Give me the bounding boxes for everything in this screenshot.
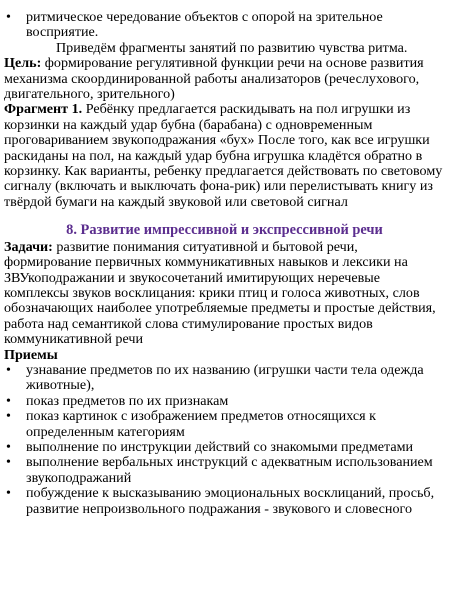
method-text: выполнение по инструкции действий со знакомыми предметами (26, 438, 414, 455)
method-item (4, 363, 445, 394)
method-text: побуждение к высказыванию эмоциональных восклицаний, просьб, развитие непроизвольного подражания - звукового и словесного (26, 485, 435, 517)
method-item (4, 455, 445, 486)
method-text: выполнение вербальных инструкций с адекватным использованием звукоподражаний (26, 454, 433, 486)
intro-bullet-item (4, 10, 445, 41)
bullet-marker: • (6, 454, 11, 471)
tasks-text: развитие понимания ситуативной и бытовой речи, формирование первичных коммуникативных навыков и лексики на ЗВУкоподражании и звукосочетаний имитирующих неречевые комплексы звуков восклицания: крики птиц и голоса животных, слов обозначающих наиболее употребляемые предметы и простые действия, (4, 238, 436, 317)
methods-label: Приемы (4, 346, 58, 363)
goal-label: Цель: (4, 55, 42, 72)
goal-text: формирование регулятивной функции речи на основе развития механизма скоординированной работы анализаторов (речеслухового, двигательного, зрительного) (4, 55, 424, 103)
method-text: показ картинок с изображением предметов относящихся к определенным категориям (26, 408, 376, 440)
bullet-marker: • (6, 438, 11, 455)
bullet-marker: • (6, 392, 11, 409)
bullet-marker: • (6, 408, 11, 425)
method-text: узнавание предметов по их названию (игрушки части тела одежда животные), (26, 361, 424, 394)
bullet-marker: • (6, 485, 11, 502)
method-item (4, 409, 445, 440)
section-heading: 8. Развитие импрессивной и экспрессивной речи (66, 222, 383, 239)
method-item (4, 440, 445, 455)
goal-paragraph (4, 56, 445, 102)
intro-bullet-text: ритмическое чередование объектов с опорой на зрительное восприятие. (26, 9, 383, 41)
method-item (4, 394, 445, 409)
tasks-extra: работа над семантикой слова стимулирование простых видов коммуникативной речи (4, 315, 373, 348)
fragment-text: Ребёнку предлагается раскидывать на пол игрушки из корзинки на каждый удар бубна (барабана) с одновременным проговариванием звукоподражания «бух» После того, как все игрушки раскиданы на пол, на каждый удар бубна игрушка кладётся обратно в корзинку. Как варианты, ребенку предлагается действовать по световому сигналу (включать и выключать фона-рик) или перелистывать книгу из твёрдой бумаги на каждый звуковой или световой сигнал (4, 101, 443, 210)
method-text: показ предметов по их признакам (26, 392, 229, 409)
fragment-label: Фрагмент 1. (4, 101, 83, 118)
fragment-paragraph (4, 102, 445, 210)
method-item (4, 486, 445, 517)
bullet-marker: • (6, 361, 11, 378)
tasks-label: Задачи: (4, 238, 53, 255)
lead-paragraph: Приведём фрагменты занятий по развитию чувства ритма. (56, 39, 408, 56)
bullet-marker: • (6, 9, 11, 25)
tasks-paragraph (4, 240, 445, 317)
